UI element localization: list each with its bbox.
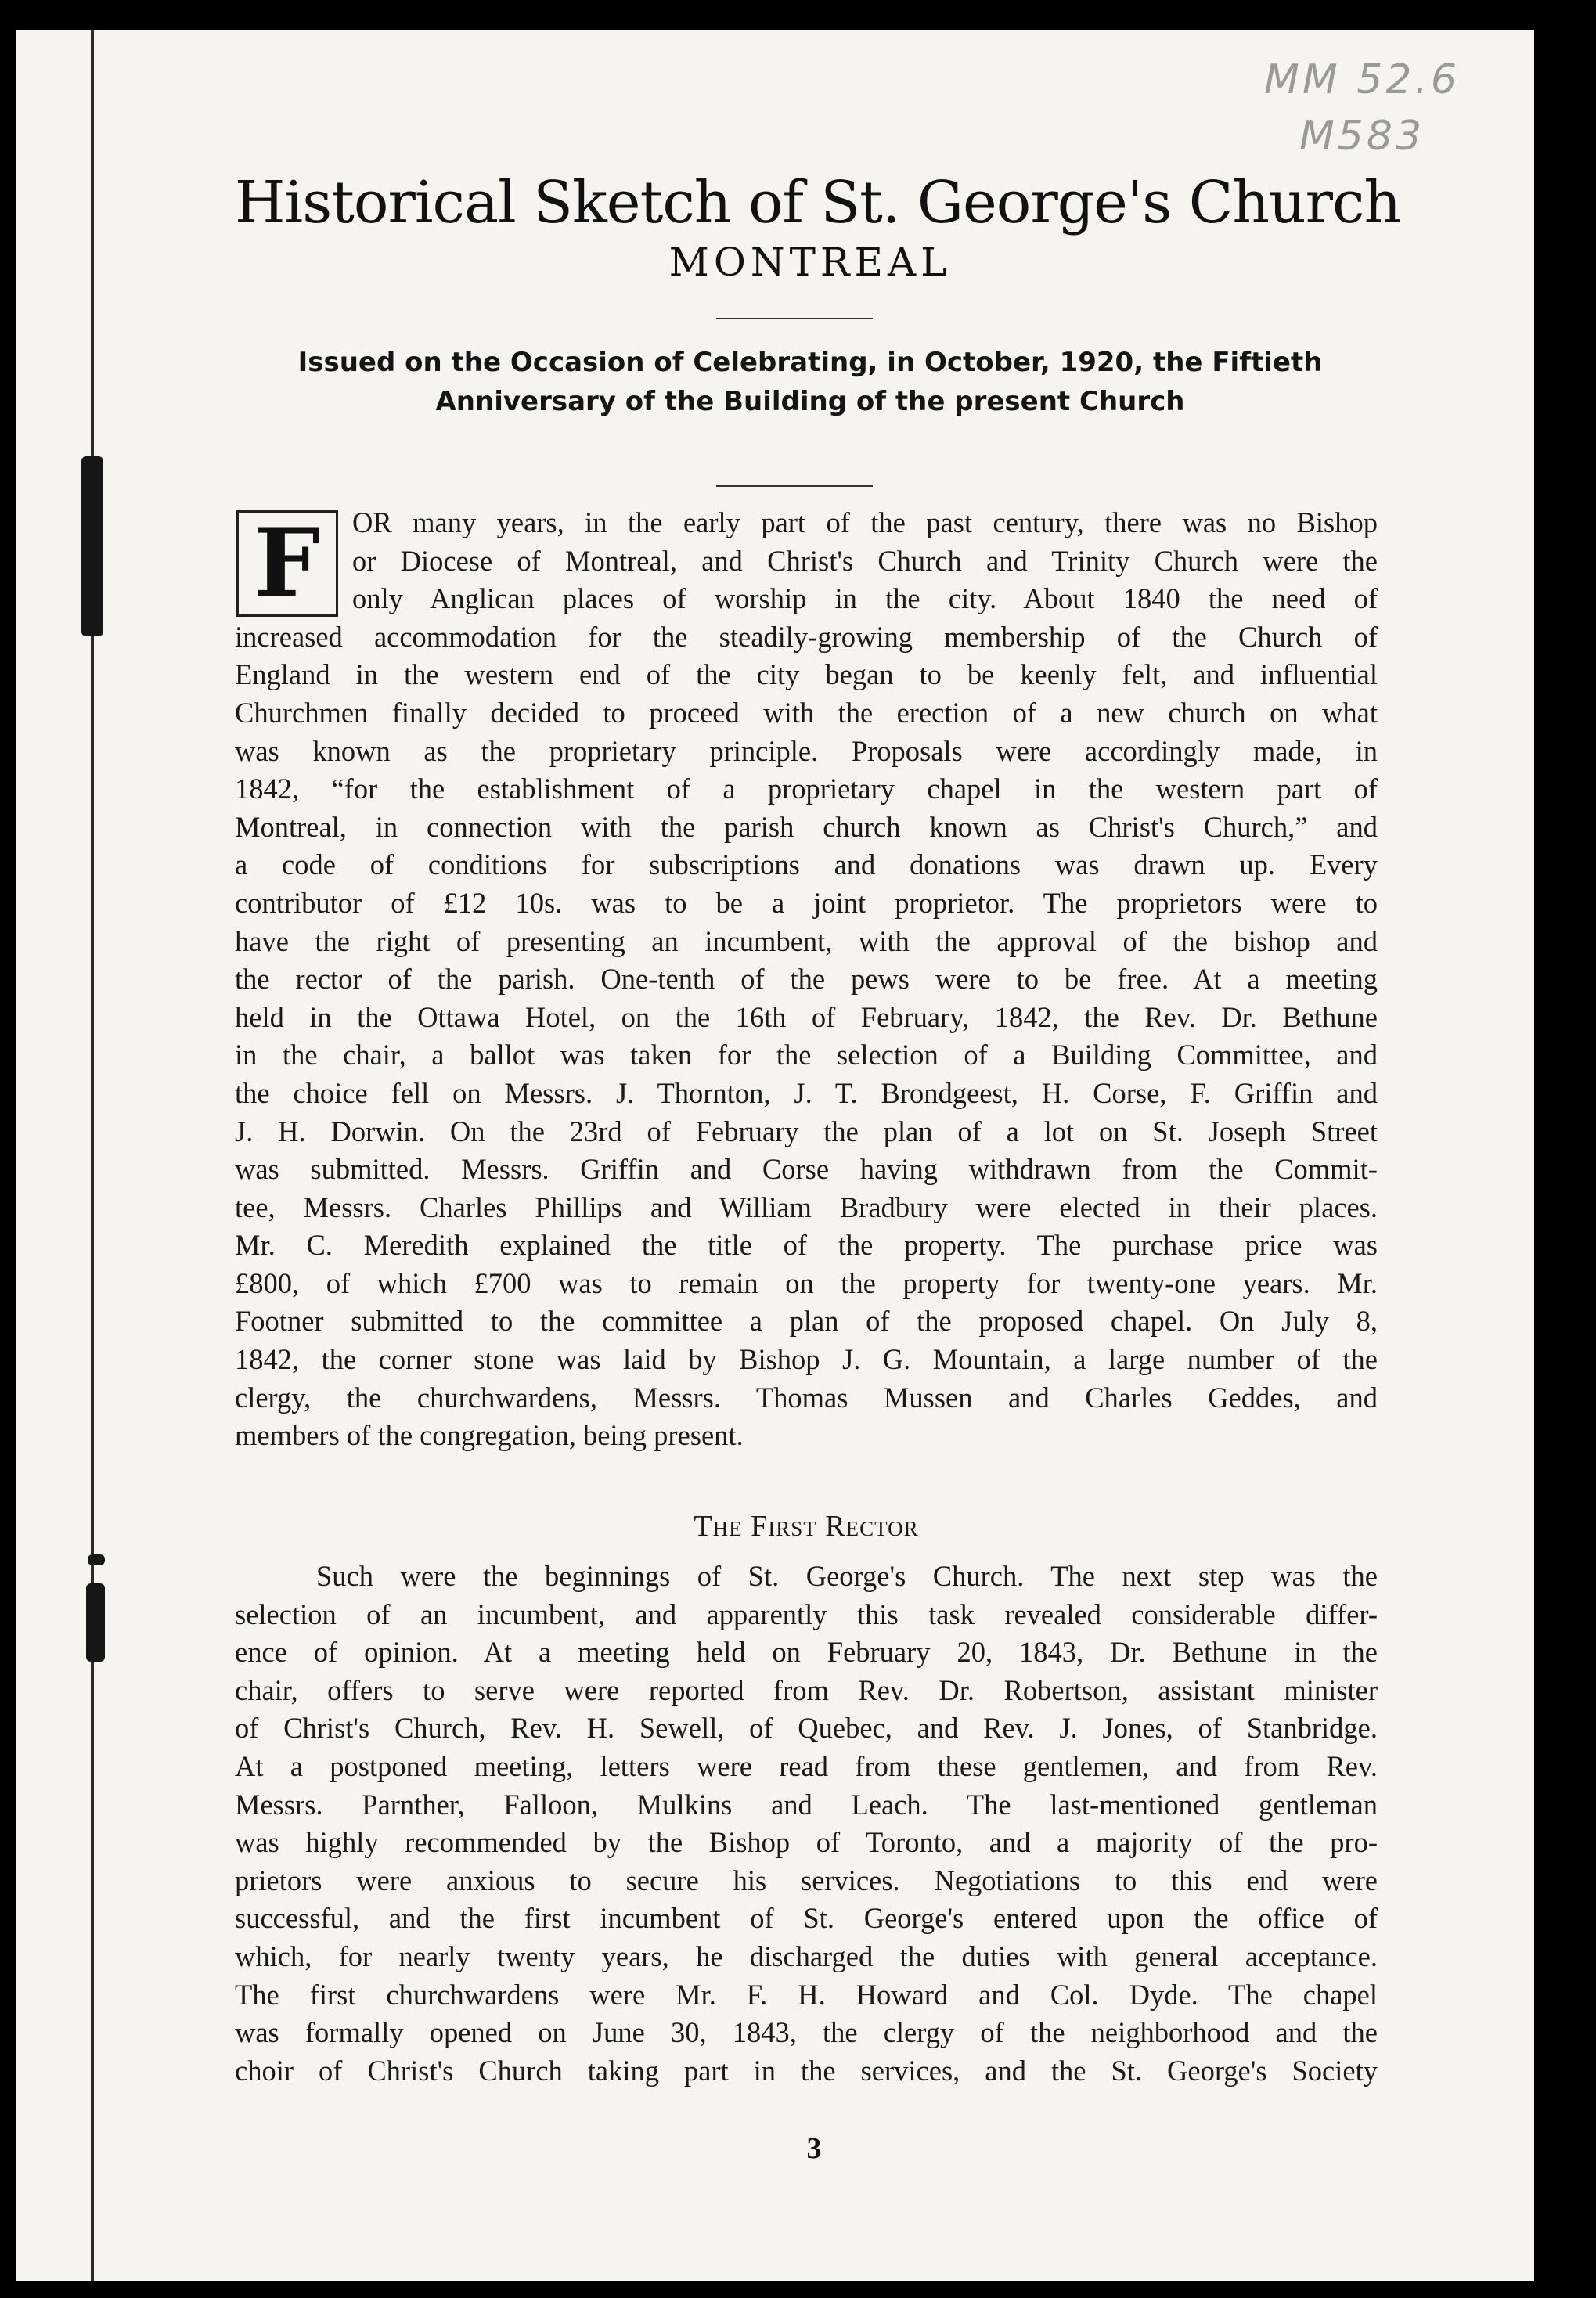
text-line: Footner submitted to the committee a plan of the proposed chapel. On July 8, [235,1305,1378,1338]
text-line: or Diocese of Montreal, and Christ's Church and Trinity Church were the [352,544,1378,577]
page-subtitle: MONTREAL [668,240,952,285]
text-line: Churchmen finally decided to proceed with the erection of a new church on what [235,696,1378,729]
text-line: was submitted. Messrs. Griffin and Corse having withdrawn from the Commit- [235,1153,1378,1186]
text-line: in the chair, a ballot was taken for the selection of a Building Committee, and [235,1039,1378,1072]
text-line: of Christ's Church, Rev. H. Sewell, of Quebec, and Rev. J. Jones, of Stanbridge. [235,1712,1378,1745]
text-line: 1842, the corner stone was laid by Bishop J. G. Mountain, a large number of the [235,1343,1378,1376]
text-line: have the right of presenting an incumbent, with the approval of the bishop and [235,924,1378,957]
text-line: ence of opinion. At a meeting held on February 20, 1843, Dr. Bethune in the [235,1636,1378,1669]
paragraph-2 [235,1558,1378,2090]
divider [716,318,873,319]
text-line: tee, Messrs. Charles Phillips and William Bradbury were elected in their places. [235,1190,1378,1223]
catalog-note-line: MM 52.6 [1263,56,1461,103]
text-line: OR many years, in the early part of the past century, there was no Bishop [352,506,1378,538]
text-line: was formally opened on June 30, 1843, the clergy of the neighborhood and the [235,2016,1378,2049]
text-line: prietors were anxious to secure his services. Negotiations to this end were [235,1864,1378,1896]
text-line: England in the western end of the city began to be keenly felt, and influential [235,658,1378,691]
section-heading: The First Rector [694,1510,919,1543]
issued-line: Issued on the Occasion of Celebrating, in October, 1920, the Fiftieth [297,347,1323,378]
page-title: Historical Sketch of St. George's Church [235,169,1401,236]
text-line: Montreal, in connection with the parish church known as Christ's Church,” and [235,810,1378,843]
text-line: contributor of £12 10s. was to be a joint proprietor. The proprietors were to [235,886,1378,919]
document-page [16,30,1534,2281]
paragraph-1 [235,504,1378,1455]
text-line: 1842, “for the establishment of a proprietary chapel in the western part of [235,773,1378,805]
binding-mark [88,1554,105,1565]
text-line: the rector of the parish. One-tenth of the pews were to be free. At a meeting [235,963,1378,996]
text-line: members of the congregation, being present. [235,1419,744,1452]
text-line: Mr. C. Meredith explained the title of the property. The purchase price was [235,1229,1378,1262]
text-line: held in the Ottawa Hotel, on the 16th of February, 1842, the Rev. Dr. Bethune [235,1000,1378,1033]
text-line: £800, of which £700 was to remain on the property for twenty-one years. Mr. [235,1266,1378,1299]
text-line: increased accommodation for the steadily-growing membership of the Church of [235,620,1378,653]
text-line: successful, and the first incumbent of St. George's entered upon the office of [235,1902,1378,1935]
text-line: which, for nearly twenty years, he discharged the duties with general acceptance. [235,1940,1378,1972]
text-line: clergy, the churchwardens, Messrs. Thomas Mussen and Charles Geddes, and [235,1381,1378,1414]
text-line: Such were the beginnings of St. George's Church. The next step was the [316,1560,1378,1592]
divider [716,485,873,487]
text-line: was highly recommended by the Bishop of Toronto, and a majority of the pro- [235,1826,1378,1859]
drop-cap: F [236,510,338,617]
text-line: J. H. Dorwin. On the 23rd of February the plan of a lot on St. Joseph Street [235,1115,1378,1147]
binding-rule [91,30,94,2281]
catalog-note-line: M583 [1299,113,1425,160]
text-line: was known as the proprietary principle. Proposals were accordingly made, in [235,734,1378,767]
binding-mark [86,1583,105,1662]
text-line: chair, offers to serve were reported from Rev. Dr. Robertson, assistant minister [235,1673,1378,1706]
text-line: selection of an incumbent, and apparently this task revealed considerable differ- [235,1597,1378,1630]
text-line: only Anglican places of worship in the city. About 1840 the need of [352,582,1378,615]
catalog-note [1221,52,1503,164]
text-line: At a postponed meeting, letters were read from these gentlemen, and from Rev. [235,1749,1378,1782]
page-number: 3 [806,2132,822,2165]
binding-mark [81,456,103,636]
issued-line: Anniversary of the Building of the present Church [435,386,1185,417]
text-line: The first churchwardens were Mr. F. H. Howard and Col. Dyde. The chapel [235,1978,1378,2011]
issued-note [227,343,1393,421]
text-line: choir of Christ's Church taking part in the services, and the St. George's Society [235,2054,1378,2087]
text-line: the choice fell on Messrs. J. Thornton, J. T. Brondgeest, H. Corse, F. Griffin and [235,1076,1378,1109]
text-line: a code of conditions for subscriptions and donations was drawn up. Every [235,848,1378,881]
text-line: Messrs. Parnther, Falloon, Mulkins and Leach. The last-mentioned gentleman [235,1788,1378,1821]
